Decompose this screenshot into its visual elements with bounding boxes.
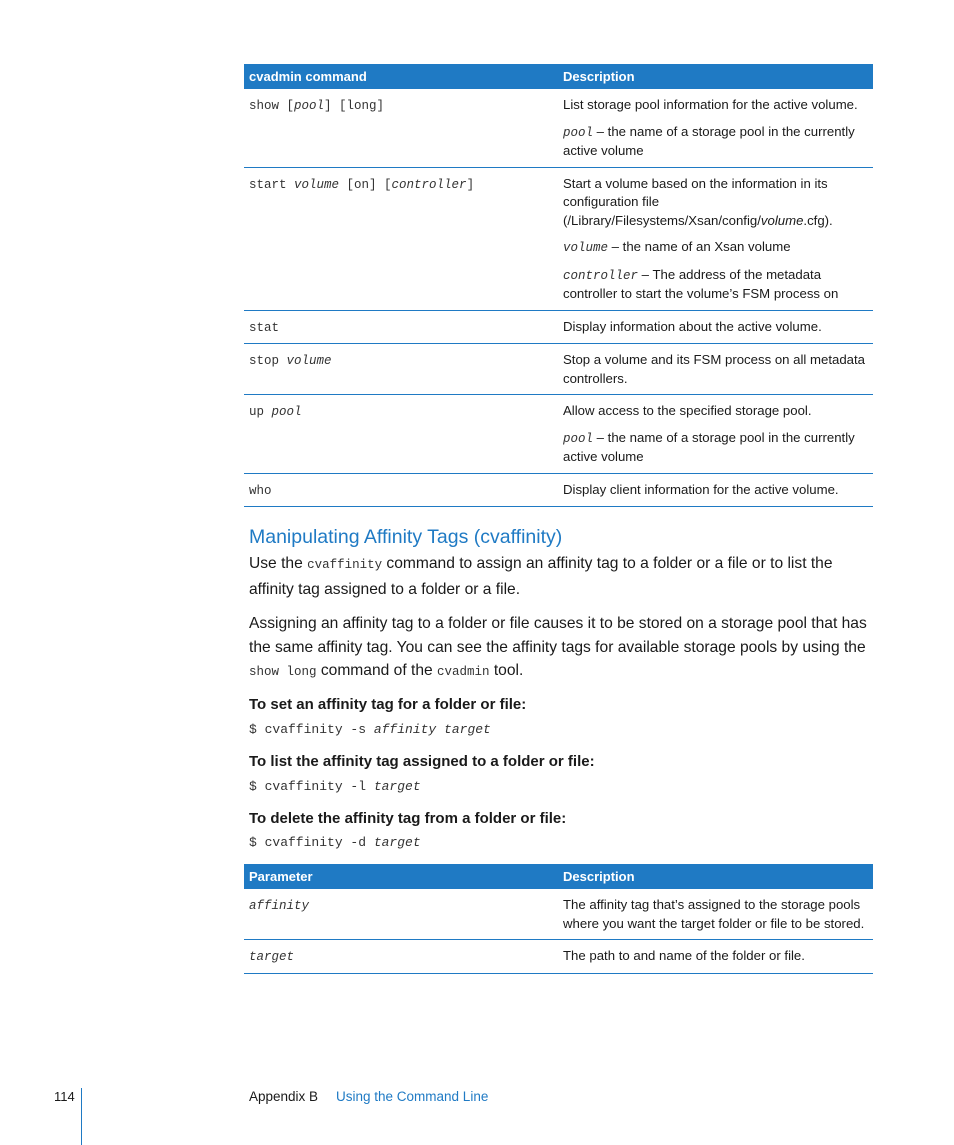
table-row-start bbox=[244, 167, 873, 310]
parameter-note: volume – the name of an Xsan volume bbox=[563, 239, 791, 255]
body-paragraph: Use the cvaffinity command to assign an affinity tag to a folder or a file or to list the affinity tag assigned to a folder or a file. bbox=[249, 555, 833, 598]
table-row-up bbox=[244, 395, 873, 474]
header-cvadmin-command: cvadmin command bbox=[244, 64, 558, 89]
command-cell bbox=[244, 167, 558, 310]
task-heading-set: To set an affinity tag for a folder or file: bbox=[249, 696, 527, 713]
command-cell bbox=[244, 344, 558, 395]
parameter-table bbox=[244, 864, 873, 974]
header-parameter: Parameter bbox=[244, 864, 558, 889]
description-cell bbox=[558, 940, 873, 974]
parameter-name: target bbox=[249, 950, 295, 964]
command-cell bbox=[244, 473, 558, 507]
code-example-list: $ cvaffinity -l target bbox=[249, 779, 421, 794]
parameter-note: pool – the name of a storage pool in the currently active volume bbox=[563, 123, 855, 158]
command-text: up pool bbox=[249, 405, 302, 419]
parameter-note: pool – the name of a storage pool in the currently active volume bbox=[563, 429, 855, 464]
table-row-show bbox=[244, 89, 873, 167]
description-cell bbox=[558, 89, 873, 167]
parameter-name: affinity bbox=[249, 899, 310, 913]
description-text: Display client information for the active volume. bbox=[563, 481, 839, 497]
footer-divider bbox=[81, 1088, 82, 1145]
header-description: Description bbox=[558, 864, 873, 889]
task-heading-list: To list the affinity tag assigned to a folder or file: bbox=[249, 753, 595, 770]
description-text: Display information about the active volume. bbox=[563, 318, 822, 334]
code-example-delete: $ cvaffinity -d target bbox=[249, 835, 421, 850]
description-cell bbox=[558, 473, 873, 507]
command-text: show [pool] [long] bbox=[249, 99, 385, 113]
section-title: Manipulating Affinity Tags (cvaffinity) bbox=[249, 526, 563, 548]
parameter-cell bbox=[244, 889, 558, 940]
task-heading-delete: To delete the affinity tag from a folder or file: bbox=[249, 810, 567, 827]
description-cell bbox=[558, 310, 873, 344]
cvadmin-command-table bbox=[244, 64, 873, 507]
table-row-stop bbox=[244, 344, 873, 395]
parameter-note: controller – The address of the metadata controller to start the volume’s FSM process on bbox=[563, 266, 839, 301]
footer-appendix: Appendix B bbox=[249, 1089, 319, 1104]
description-text: Allow access to the specified storage pool. bbox=[563, 403, 812, 418]
parameter-cell bbox=[244, 940, 558, 974]
command-text: stop volume bbox=[249, 354, 332, 368]
description-text: The affinity tag that’s assigned to the storage pools where you want the target folder or file to be stored. bbox=[563, 897, 865, 931]
code-example-set: $ cvaffinity -s affinity target bbox=[249, 722, 491, 737]
table-row-affinity bbox=[244, 889, 873, 940]
command-text: stat bbox=[249, 320, 280, 335]
description-cell bbox=[558, 395, 873, 474]
table-header-row bbox=[244, 864, 873, 889]
footer-chapter-title: Using the Command Line bbox=[336, 1089, 489, 1104]
command-text: start volume [on] [controller] bbox=[249, 177, 475, 192]
command-cell bbox=[244, 89, 558, 167]
page-number: 114 bbox=[54, 1089, 75, 1104]
table-row-target bbox=[244, 940, 873, 974]
description-text: List storage pool information for the active volume. bbox=[563, 97, 858, 112]
command-cell bbox=[244, 395, 558, 474]
table-row-who bbox=[244, 473, 873, 507]
table-row-stat bbox=[244, 310, 873, 344]
body-paragraph: Assigning an affinity tag to a folder or file causes it to be stored on a storage pool that has the same affinity tag. You can see the affinity tags for available storage pools by using the show long command of the cvadmin tool. bbox=[249, 615, 867, 679]
table-header-row bbox=[244, 64, 873, 89]
description-cell bbox=[558, 889, 873, 940]
description-text: Stop a volume and its FSM process on all metadata controllers. bbox=[563, 352, 865, 386]
description-text: Start a volume based on the information in its configuration file (/Library/Filesystems/Xsan/config/volume.cfg). bbox=[563, 175, 833, 228]
command-text: who bbox=[249, 483, 272, 498]
description-cell bbox=[558, 344, 873, 395]
command-cell bbox=[244, 310, 558, 344]
description-text: The path to and name of the folder or file. bbox=[563, 948, 805, 963]
header-description: Description bbox=[558, 64, 873, 89]
description-cell bbox=[558, 167, 873, 310]
